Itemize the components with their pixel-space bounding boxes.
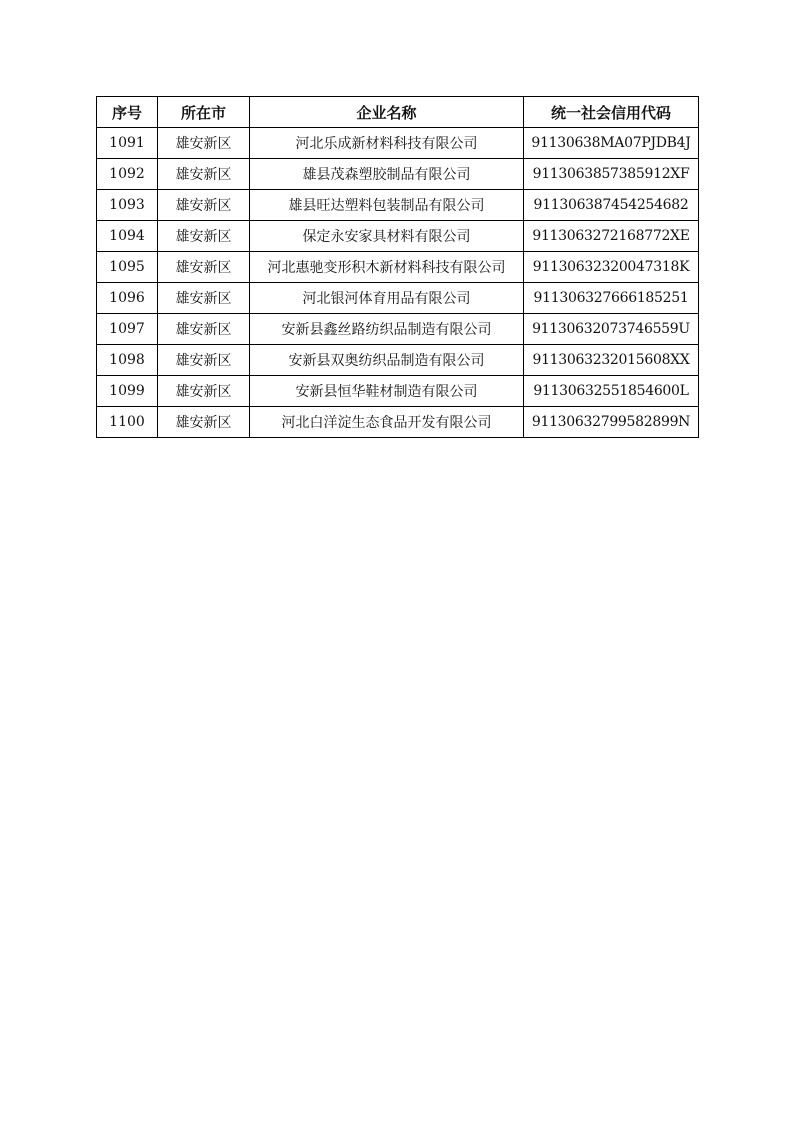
- cell-company-name: 安新县鑫丝路纺织品制造有限公司: [250, 314, 524, 345]
- cell-company-name: 雄县茂森塑胶制品有限公司: [250, 159, 524, 190]
- cell-credit-code: 91130632320047318K: [524, 252, 699, 283]
- cell-index: 1100: [97, 407, 158, 438]
- cell-index: 1096: [97, 283, 158, 314]
- header-company-name: 企业名称: [250, 97, 524, 128]
- table-row: [97, 376, 699, 407]
- cell-credit-code: 911306327666185251: [524, 283, 699, 314]
- cell-city: 雄安新区: [158, 159, 250, 190]
- cell-credit-code: 91130632551854600L: [524, 376, 699, 407]
- cell-credit-code: 9113063232015608XX: [524, 345, 699, 376]
- table-header-row: [97, 97, 699, 128]
- cell-city: 雄安新区: [158, 221, 250, 252]
- cell-index: 1092: [97, 159, 158, 190]
- cell-credit-code: 9113063857385912XF: [524, 159, 699, 190]
- cell-company-name: 河北乐成新材料科技有限公司: [250, 128, 524, 159]
- table-row: [97, 345, 699, 376]
- cell-credit-code: 91130638MA07PJDB4J: [524, 128, 699, 159]
- table-row: [97, 128, 699, 159]
- cell-credit-code: 91130632073746559U: [524, 314, 699, 345]
- table-row: [97, 190, 699, 221]
- cell-city: 雄安新区: [158, 407, 250, 438]
- cell-company-name: 安新县恒华鞋材制造有限公司: [250, 376, 524, 407]
- cell-index: 1091: [97, 128, 158, 159]
- cell-city: 雄安新区: [158, 252, 250, 283]
- cell-company-name: 河北银河体育用品有限公司: [250, 283, 524, 314]
- cell-company-name: 雄县旺达塑料包装制品有限公司: [250, 190, 524, 221]
- header-credit-code: 统一社会信用代码: [524, 97, 699, 128]
- cell-credit-code: 91130632799582899N: [524, 407, 699, 438]
- table-row: [97, 283, 699, 314]
- cell-company-name: 安新县双奥纺织品制造有限公司: [250, 345, 524, 376]
- cell-index: 1094: [97, 221, 158, 252]
- header-index: 序号: [97, 97, 158, 128]
- table-row: [97, 252, 699, 283]
- header-city: 所在市: [158, 97, 250, 128]
- cell-index: 1097: [97, 314, 158, 345]
- cell-city: 雄安新区: [158, 283, 250, 314]
- company-list-table: [96, 96, 699, 438]
- table-row: [97, 221, 699, 252]
- cell-credit-code: 9113063272168772XE: [524, 221, 699, 252]
- cell-city: 雄安新区: [158, 128, 250, 159]
- cell-company-name: 河北惠驰变形积木新材料科技有限公司: [250, 252, 524, 283]
- cell-company-name: 河北白洋淀生态食品开发有限公司: [250, 407, 524, 438]
- table-row: [97, 159, 699, 190]
- cell-city: 雄安新区: [158, 345, 250, 376]
- table-row: [97, 314, 699, 345]
- cell-city: 雄安新区: [158, 190, 250, 221]
- cell-credit-code: 911306387454254682: [524, 190, 699, 221]
- cell-index: 1098: [97, 345, 158, 376]
- cell-city: 雄安新区: [158, 314, 250, 345]
- cell-index: 1095: [97, 252, 158, 283]
- table-row: [97, 407, 699, 438]
- cell-index: 1099: [97, 376, 158, 407]
- cell-company-name: 保定永安家具材料有限公司: [250, 221, 524, 252]
- cell-index: 1093: [97, 190, 158, 221]
- cell-city: 雄安新区: [158, 376, 250, 407]
